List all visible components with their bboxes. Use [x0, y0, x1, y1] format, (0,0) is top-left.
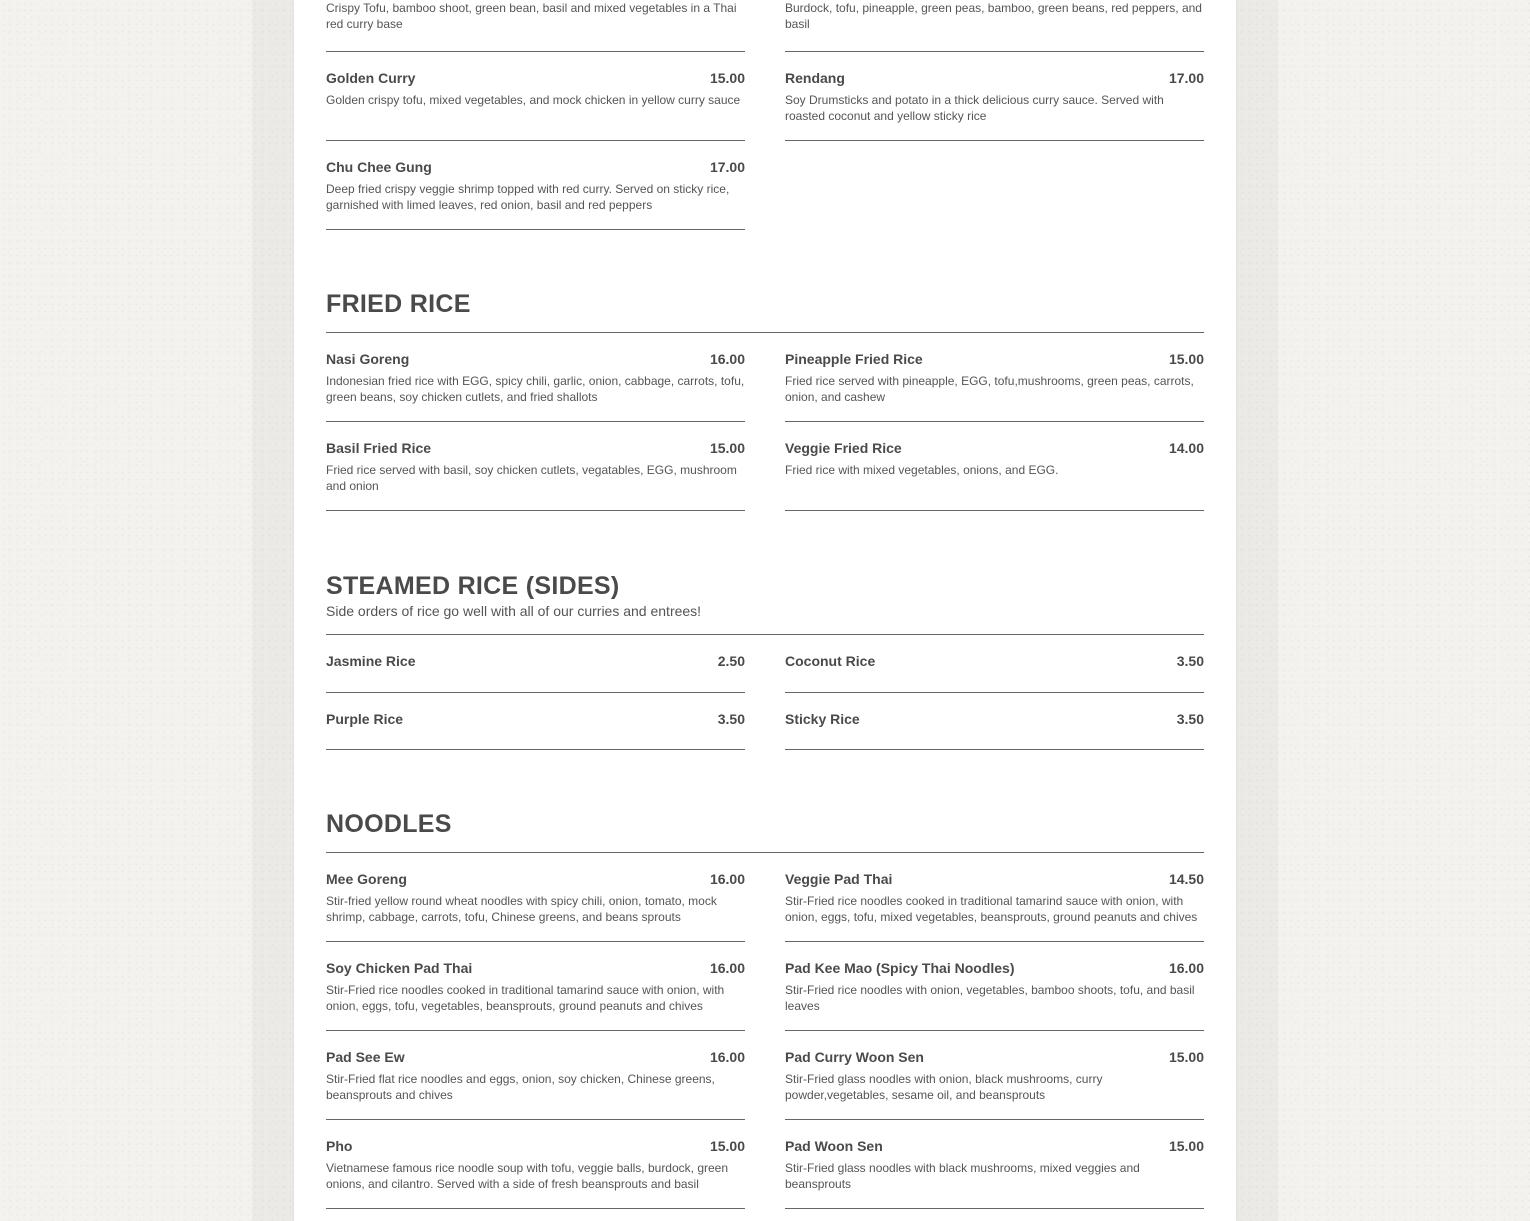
- item-name: Pineapple Fried Rice: [785, 351, 923, 367]
- menu-item: [785, 853, 1204, 942]
- item-price: 17.00: [709, 159, 745, 175]
- item-name: Pad Curry Woon Sen: [785, 1049, 924, 1065]
- menu-item: [326, 942, 745, 1031]
- item-description: Indonesian fried rice with EGG, spicy chili, garlic, onion, cabbage, carrots, tofu, green beans, soy chicken cutlets, and fried shallots: [326, 374, 745, 404]
- item-description: Vietnamese famous rice noodle soup with tofu, veggie balls, burdock, green onions, and cilantro. Served with a side of fresh beansprouts and basil: [326, 1161, 729, 1191]
- steamed-rice-section: [326, 571, 1204, 750]
- item-name: Pad Woon Sen: [785, 1138, 883, 1154]
- item-price: 14.50: [1168, 871, 1204, 887]
- item-name: Jasmine Rice: [326, 653, 416, 669]
- menu-item: [785, 52, 1204, 141]
- item-description: Stir-Fried flat rice noodles and eggs, onion, soy chicken, Chinese greens, beansprouts and chives: [326, 1072, 715, 1102]
- noodles-section: [326, 809, 1204, 1209]
- item-name: Chu Chee Gung: [326, 159, 432, 175]
- item-price: 16.00: [1168, 960, 1204, 976]
- menu-item: [326, 52, 745, 141]
- item-description: Fried rice served with basil, soy chicken cutlets, vegatables, EGG, mushroom and onion: [326, 463, 737, 493]
- item-name: Soy Chicken Pad Thai: [326, 960, 473, 976]
- item-name: Golden Curry: [326, 70, 416, 86]
- item-price: 15.00: [1168, 351, 1204, 367]
- item-price: 16.00: [709, 871, 745, 887]
- menu-item: [326, 422, 745, 511]
- item-description: Burdock, tofu, pineapple, green peas, bamboo, green beans, red peppers, and basil: [785, 1, 1202, 31]
- item-price: 15.00: [709, 70, 745, 86]
- item-description: Soy Drumsticks and potato in a thick delicious curry sauce. Served with roasted coconut and yellow sticky rice: [785, 93, 1164, 123]
- item-description: Stir-Fried glass noodles with black mushrooms, mixed veggies and beansprouts: [785, 1161, 1140, 1191]
- menu-item: [326, 1120, 745, 1209]
- item-name: Mee Goreng: [326, 871, 407, 887]
- item-name: Coconut Rice: [785, 653, 876, 669]
- item-description: Fried rice with mixed vegetables, onions, and EGG.: [785, 463, 1059, 477]
- section-title: STEAMED RICE (SIDES): [326, 572, 620, 600]
- item-price: 16.00: [709, 351, 745, 367]
- section-header: [326, 571, 1204, 635]
- item-description: Stir-fried yellow round wheat noodles with spicy chili, onion, tomato, mock shrimp, cabbage, carrots, tofu, Chinese greens, and beans sprouts: [326, 894, 717, 924]
- item-price: 3.50: [1176, 711, 1204, 727]
- item-description: Golden crispy tofu, mixed vegetables, and mock chicken in yellow curry sauce: [326, 93, 741, 107]
- item-price: 3.50: [1176, 653, 1204, 669]
- item-name: Purple Rice: [326, 711, 404, 727]
- item-name: Pho: [326, 1138, 353, 1154]
- item-name: Pad See Ew: [326, 1049, 405, 1065]
- section-header: [326, 809, 1204, 853]
- menu-item: [785, 635, 1204, 693]
- item-price: 16.00: [709, 1049, 745, 1065]
- item-price: 16.00: [709, 960, 745, 976]
- menu-item: [785, 693, 1204, 750]
- section-header: [326, 289, 1204, 333]
- menu-item: [326, 333, 745, 422]
- menu-item: [326, 141, 745, 230]
- item-name: Veggie Fried Rice: [785, 440, 902, 456]
- item-name: Rendang: [785, 70, 845, 86]
- item-name: Basil Fried Rice: [326, 440, 432, 456]
- curry-section: [326, 0, 1204, 230]
- item-name: Veggie Pad Thai: [785, 871, 893, 887]
- fried-rice-section: [326, 289, 1204, 511]
- item-price: 15.00: [1168, 1138, 1204, 1154]
- menu-item: [785, 0, 1204, 52]
- menu-item: [785, 942, 1204, 1031]
- item-description: Stir-Fried glass noodles with onion, black mushrooms, curry powder,vegetables, sesame oil, and beansprouts: [785, 1072, 1103, 1102]
- item-name: Pad Kee Mao (Spicy Thai Noodles): [785, 960, 1015, 976]
- item-name: Nasi Goreng: [326, 351, 410, 367]
- menu-item: [785, 1120, 1204, 1209]
- section-subtitle: Side orders of rice go well with all of our curries and entrees!: [326, 603, 702, 619]
- menu-item: [326, 853, 745, 942]
- item-description: Fried rice served with pineapple, EGG, tofu,mushrooms, green peas, carrots, onion, and cashew: [785, 374, 1194, 404]
- menu-page: [294, 0, 1236, 1221]
- section-title: NOODLES: [326, 810, 452, 838]
- menu-item: [326, 693, 745, 750]
- item-price: 3.50: [717, 711, 745, 727]
- section-title: FRIED RICE: [326, 290, 471, 318]
- menu-item: [326, 635, 745, 693]
- item-price: 15.00: [709, 1138, 745, 1154]
- menu-item: [785, 1031, 1204, 1120]
- item-price: 17.00: [1168, 70, 1204, 86]
- item-price: 15.00: [709, 440, 745, 456]
- item-name: Sticky Rice: [785, 711, 860, 727]
- item-price: 15.00: [1168, 1049, 1204, 1065]
- menu-item: [326, 0, 745, 52]
- item-price: 14.00: [1168, 440, 1204, 456]
- item-description: Stir-Fried rice noodles with onion, vegetables, bamboo shoots, tofu, and basil leaves: [785, 983, 1195, 1013]
- item-description: Stir-Fried rice noodles cooked in traditional tamarind sauce with onion, with onion, eggs, tofu, mixed vegetables, beansprouts, ground peanuts and chives: [785, 894, 1198, 924]
- menu-item: [326, 1031, 745, 1120]
- menu-item: [785, 422, 1204, 511]
- item-description: Crispy Tofu, bamboo shoot, green bean, basil and mixed vegetables in a Thai red curry base: [326, 1, 737, 31]
- menu-item: [785, 333, 1204, 422]
- item-description: Stir-Fried rice noodles cooked in traditional tamarind sauce with onion, with onion, eggs, tofu, vegetables, beansprouts, ground peanuts and chives: [326, 983, 725, 1013]
- item-description: Deep fried crispy veggie shrimp topped with red curry. Served on sticky rice, garnished with limed leaves, red onion, basil and red peppers: [326, 182, 730, 212]
- item-price: 2.50: [717, 653, 745, 669]
